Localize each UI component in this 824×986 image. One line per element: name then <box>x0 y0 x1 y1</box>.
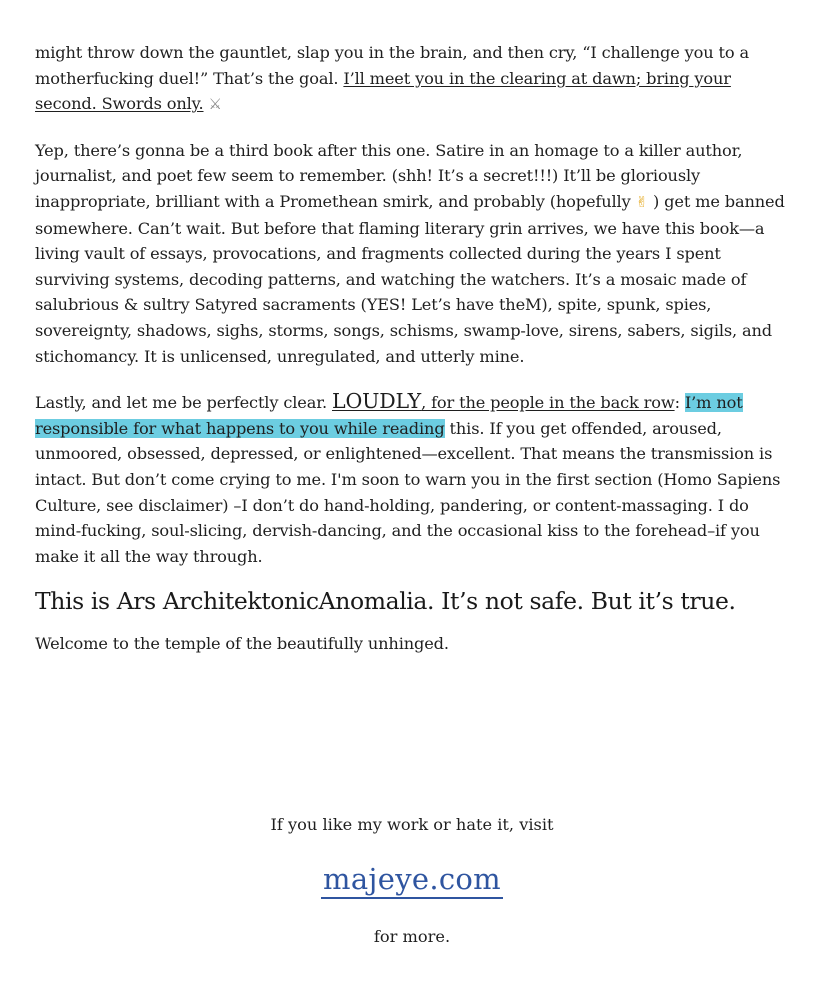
paragraph-third-book <box>35 138 787 369</box>
underlined-loudly-phrase <box>332 389 675 414</box>
document-page <box>35 40 787 657</box>
paragraph-third-book-text-a: Yep, there’s gonna be a third book after this one. Satire in an homage to a killer author, journalist, and poet few seem to remember. (shh! It’s a secret!!!) It’ll be gloriously inappropriate, brilliant with a Promethean smirk, and probably (hopefully <box>35 140 743 211</box>
footer-more-text: for more. <box>373 927 451 946</box>
footer-link-container <box>0 862 824 896</box>
paragraph-gauntlet <box>35 40 787 118</box>
paragraph-disclaimer <box>35 389 787 569</box>
footer-visit-text: If you like my work or hate it, visit <box>270 815 554 834</box>
paragraph-gauntlet-text: might throw down the gauntlet, slap you in the brain, and then cry, “I challenge you to a motherfucking duel!” That’s the goal. <box>35 43 749 88</box>
welcome-line: Welcome to the temple of the beautifully unhinged. <box>35 634 449 654</box>
loudly-word: LOUDLY <box>332 389 422 414</box>
back-row-phrase: , for the people in the back row <box>421 393 675 413</box>
paragraph-disclaimer-lead: Lastly, and let me be perfectly clear. <box>35 393 332 413</box>
underlined-dawn-challenge: I’ll meet you in the clearing at dawn; bring your second. Swords only. <box>35 68 731 114</box>
paragraph-disclaimer-rest: this. If you get offended, aroused, unmoored, obsessed, depressed, or enlightened—excellent. That means the transmission is intact. But don’t come crying to me. I'm soon to warn you in the first section (Homo Sapiens Culture, see disclaimer) –I don’t do hand-holding, pandering, or content-massaging. I do mind-fucking, soul-slicing, dervish-dancing, and the occasional kiss to the forehead–if you make it all the way through. <box>35 418 781 566</box>
highlighted-responsibility-text: I’m not responsible for what happens to you while reading <box>35 393 743 438</box>
website-link[interactable]: majeye.com <box>321 862 503 899</box>
crossed-fingers-icon: ✌ <box>635 192 649 211</box>
crossed-swords-icon: ⚔ <box>208 95 222 114</box>
colon-text: : <box>674 393 685 413</box>
paragraph-third-book-text-b: ) get me banned somewhere. Can’t wait. But before that flaming literary grin arrives, we have this book—a living vault of essays, provocations, and fragments collected during the years I spent surviving systems, decoding patterns, and watching the watchers. It’s a mosaic made of salubrious & sultry Satyred sacraments (YES! Let’s have theM), spite, spunk, spies, sovereignty, shadows, sighs, storms, songs, schisms, swamp-love, sirens, sabers, sigils, and stichomancy. It is unlicensed, unregulated, and utterly mine. <box>35 191 785 366</box>
statement-heading: This is Ars ArchitektonicAnomalia. It’s not safe. But it’s true. <box>35 587 736 616</box>
